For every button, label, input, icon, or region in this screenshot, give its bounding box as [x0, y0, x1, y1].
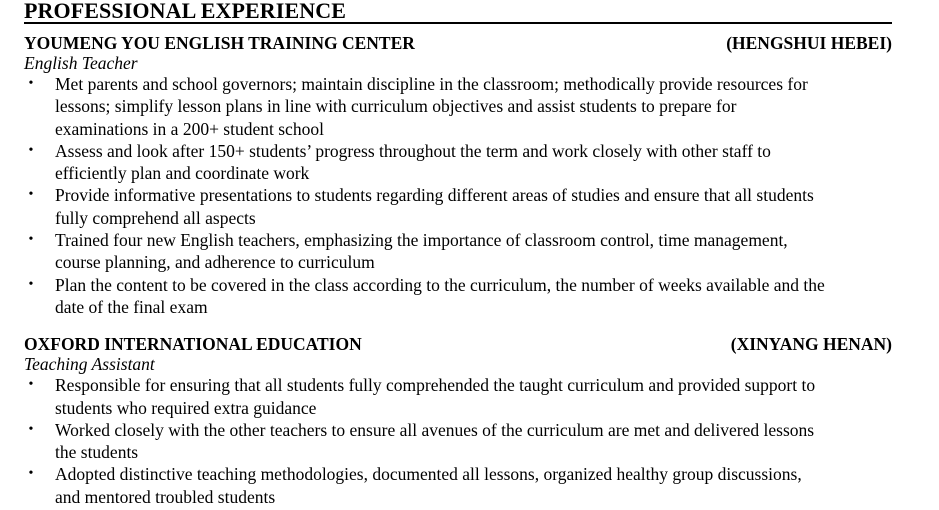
bullet-text-line: the students	[55, 442, 139, 463]
bullet-text-line: efficiently plan and coordinate work	[55, 163, 310, 184]
bullet-dot-icon: •	[28, 421, 34, 437]
bullet-dot-icon: •	[28, 232, 34, 248]
bullet-item	[24, 419, 892, 464]
organization-name: YOUMENG YOU ENGLISH TRAINING CENTER	[24, 33, 415, 53]
bullet-text-line: and mentored troubled students	[55, 486, 276, 507]
bullet-list	[24, 374, 892, 508]
job-location: (XINYANG HENAN)	[730, 334, 892, 355]
bullet-item	[24, 184, 892, 229]
job-role: English Teacher	[24, 53, 138, 73]
bullet-dot-icon: •	[28, 466, 34, 482]
bullet-item	[24, 463, 892, 508]
job-entry	[24, 33, 892, 318]
job-header	[24, 334, 892, 354]
job-location: (HENGSHUI HEBEI)	[726, 33, 892, 53]
bullet-text-line: date of the final exam	[55, 296, 208, 317]
bullet-dot-icon: •	[28, 377, 34, 393]
bullet-text-line: Adopted distinctive teaching methodologies, documented all lessons, organized healthy group discussions,	[55, 464, 802, 485]
bullet-text-line: Responsible for ensuring that all students fully comprehended the taught curriculum and provided support to	[55, 375, 816, 396]
bullet-item	[24, 140, 892, 185]
bullet-item	[24, 229, 892, 274]
bullet-item	[24, 374, 892, 419]
bullet-item	[24, 274, 892, 319]
bullet-text-line: fully comprehend all aspects	[55, 207, 256, 228]
bullet-dot-icon: •	[28, 276, 34, 292]
job-role: Teaching Assistant	[24, 354, 155, 375]
bullet-text-line: examinations in a 200+ student school	[55, 118, 324, 139]
bullet-text-line: Met parents and school governors; maintain discipline in the classroom; methodically provide resources for	[55, 74, 808, 94]
bullet-text-line: Provide informative presentations to students regarding different areas of studies and ensure that all students	[55, 185, 814, 206]
bullet-text-line: Assess and look after 150+ students’ progress throughout the term and work closely with other staff to	[55, 140, 771, 161]
bullet-list	[24, 73, 892, 318]
bullet-text-line: Worked closely with the other teachers to ensure all avenues of the curriculum are met and delivered lessons	[55, 419, 815, 440]
organization-name: OXFORD INTERNATIONAL EDUCATION	[24, 334, 362, 355]
job-header	[24, 33, 892, 53]
bullet-item	[24, 73, 892, 140]
bullet-text-line: lessons; simplify lesson plans in line with curriculum objectives and assist students to prepare for	[55, 96, 737, 117]
bullet-dot-icon: •	[28, 142, 34, 158]
section-title: PROFESSIONAL EXPERIENCE	[24, 0, 346, 23]
bullet-text-line: students who required extra guidance	[55, 397, 317, 418]
bullet-text-line: Plan the content to be covered in the class according to the curriculum, the number of weeks available and the	[55, 274, 825, 295]
bullet-dot-icon: •	[28, 76, 34, 91]
resume-page	[24, 0, 892, 508]
job-entry	[24, 334, 892, 508]
bullet-dot-icon: •	[28, 187, 34, 203]
bullet-text-line: course planning, and adherence to curriculum	[55, 252, 375, 273]
bullet-text-line: Trained four new English teachers, emphasizing the importance of classroom control, time management,	[55, 230, 788, 251]
